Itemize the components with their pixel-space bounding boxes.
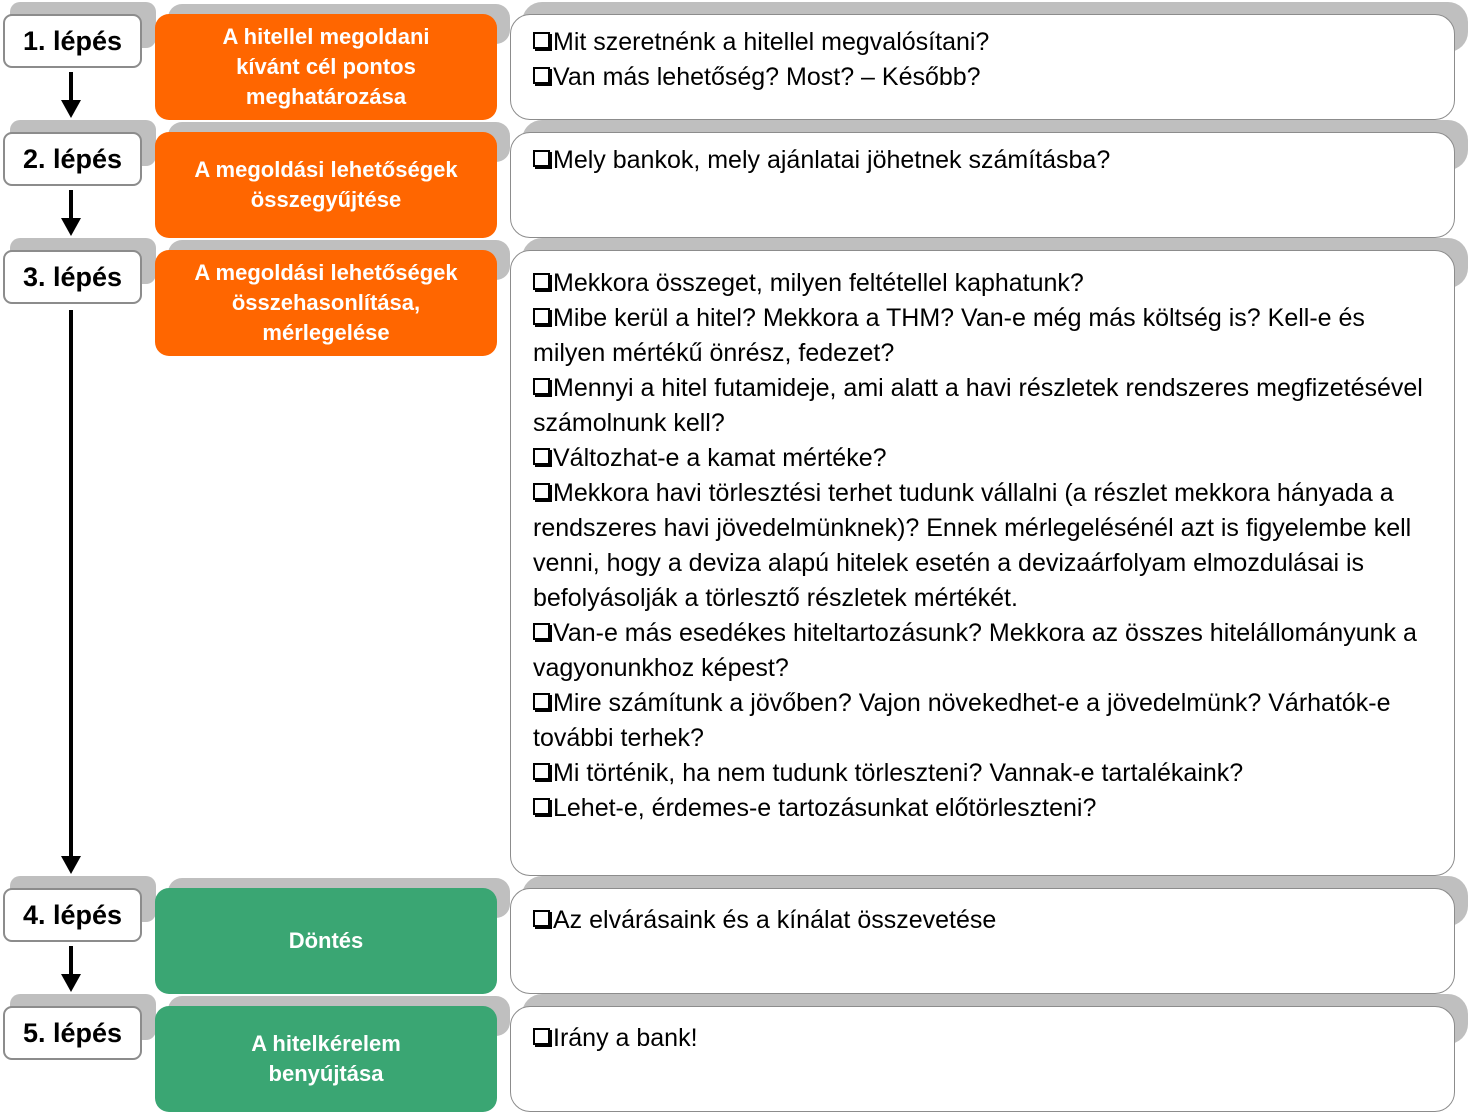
checkbox-bullet-icon — [533, 150, 550, 167]
question-item: Mibe kerül a hitel? Mekkora a THM? Van-e még más költség is? Kell-e és milyen mértékű önrész, fedezet? — [533, 304, 1365, 367]
question-item: Mely bankok, mely ajánlatai jöhetnek számításba? — [533, 143, 1434, 178]
question-item: Van más lehetőség? Most? – Később? — [533, 60, 1434, 95]
step-3-title-line: A megoldási lehetőségek — [194, 260, 458, 285]
step-4-questions — [510, 888, 1455, 994]
checkbox-bullet-icon — [533, 910, 550, 927]
step-1-questions — [510, 14, 1455, 120]
question-item: Mekkora havi törlesztési terhet tudunk vállalni (a részlet mekkora hányada a rendszeres havi jövedelmünknek)? Ennek mérlegelésénél azt is figyelembe kell venni, hogy a deviza alapú hitelek esetén a devizaárfolyam elmozdulásai is befolyásolják a törlesztő részletek mértékét. — [533, 479, 1412, 612]
step-5-title — [155, 1006, 497, 1112]
checkbox-bullet-icon — [533, 32, 550, 49]
step-5-questions — [510, 1006, 1455, 1112]
checkbox-bullet-icon — [533, 273, 550, 290]
checkbox-bullet-icon — [533, 483, 550, 500]
checkbox-bullet-icon — [533, 67, 550, 84]
step-3-title-line: összehasonlítása, — [231, 290, 421, 315]
step-4-title-line: Döntés — [288, 928, 364, 953]
step-4-label: 4. lépés — [3, 888, 142, 942]
question-item: Mi történik, ha nem tudunk törleszteni? Vannak-e tartalékaink? — [533, 756, 1430, 791]
checkbox-bullet-icon — [533, 623, 550, 640]
step-1-title-line: A hitellel megoldani — [222, 24, 430, 49]
step-2-title — [155, 132, 497, 238]
step-3-label: 3. lépés — [3, 250, 142, 304]
step-5-label: 5. lépés — [3, 1006, 142, 1060]
step-5-title-line: benyújtása — [268, 1061, 384, 1086]
step-3-title-line: mérlegelése — [262, 320, 390, 345]
question-item: Mekkora összeget, milyen feltétellel kaphatunk? — [533, 266, 1430, 301]
checkbox-bullet-icon — [533, 763, 550, 780]
step-1-title-line: meghatározása — [245, 84, 407, 109]
step-5-title-line: A hitelkérelem — [251, 1031, 401, 1056]
step-1-title-line: kívánt cél pontos — [236, 54, 416, 79]
step-2-title-line: A megoldási lehetőségek — [194, 157, 458, 182]
step-2-title-line: összegyűjtése — [250, 187, 402, 212]
step-3-title — [155, 250, 497, 356]
step-3-questions — [510, 250, 1455, 876]
question-item: Változhat-e a kamat mértéke? — [533, 441, 1430, 476]
checkbox-bullet-icon — [533, 378, 550, 395]
question-item: Mire számítunk a jövőben? Vajon növekedhet-e a jövedelmünk? Várhatók-e további terhek? — [533, 689, 1391, 752]
step-1-label: 1. lépés — [3, 14, 142, 68]
step-4-title — [155, 888, 497, 994]
checkbox-bullet-icon — [533, 693, 550, 710]
question-item: Mennyi a hitel futamideje, ami alatt a havi részletek rendszeres megfizetésével számolnunk kell? — [533, 374, 1423, 437]
step-1-title — [155, 14, 497, 120]
question-item: Lehet-e, érdemes-e tartozásunkat előtörleszteni? — [533, 791, 1430, 826]
question-item: Irány a bank! — [533, 1021, 1434, 1056]
step-2-questions — [510, 132, 1455, 238]
checkbox-bullet-icon — [533, 308, 550, 325]
checkbox-bullet-icon — [533, 448, 550, 465]
question-item: Az elvárásaink és a kínálat összevetése — [533, 903, 1434, 938]
question-item: Mit szeretnénk a hitellel megvalósítani? — [533, 25, 1434, 60]
checkbox-bullet-icon — [533, 1028, 550, 1045]
question-item: Van-e más esedékes hiteltartozásunk? Mekkora az összes hitelállományunk a vagyonunkhoz képest? — [533, 619, 1417, 682]
checkbox-bullet-icon — [533, 798, 550, 815]
step-2-label: 2. lépés — [3, 132, 142, 186]
